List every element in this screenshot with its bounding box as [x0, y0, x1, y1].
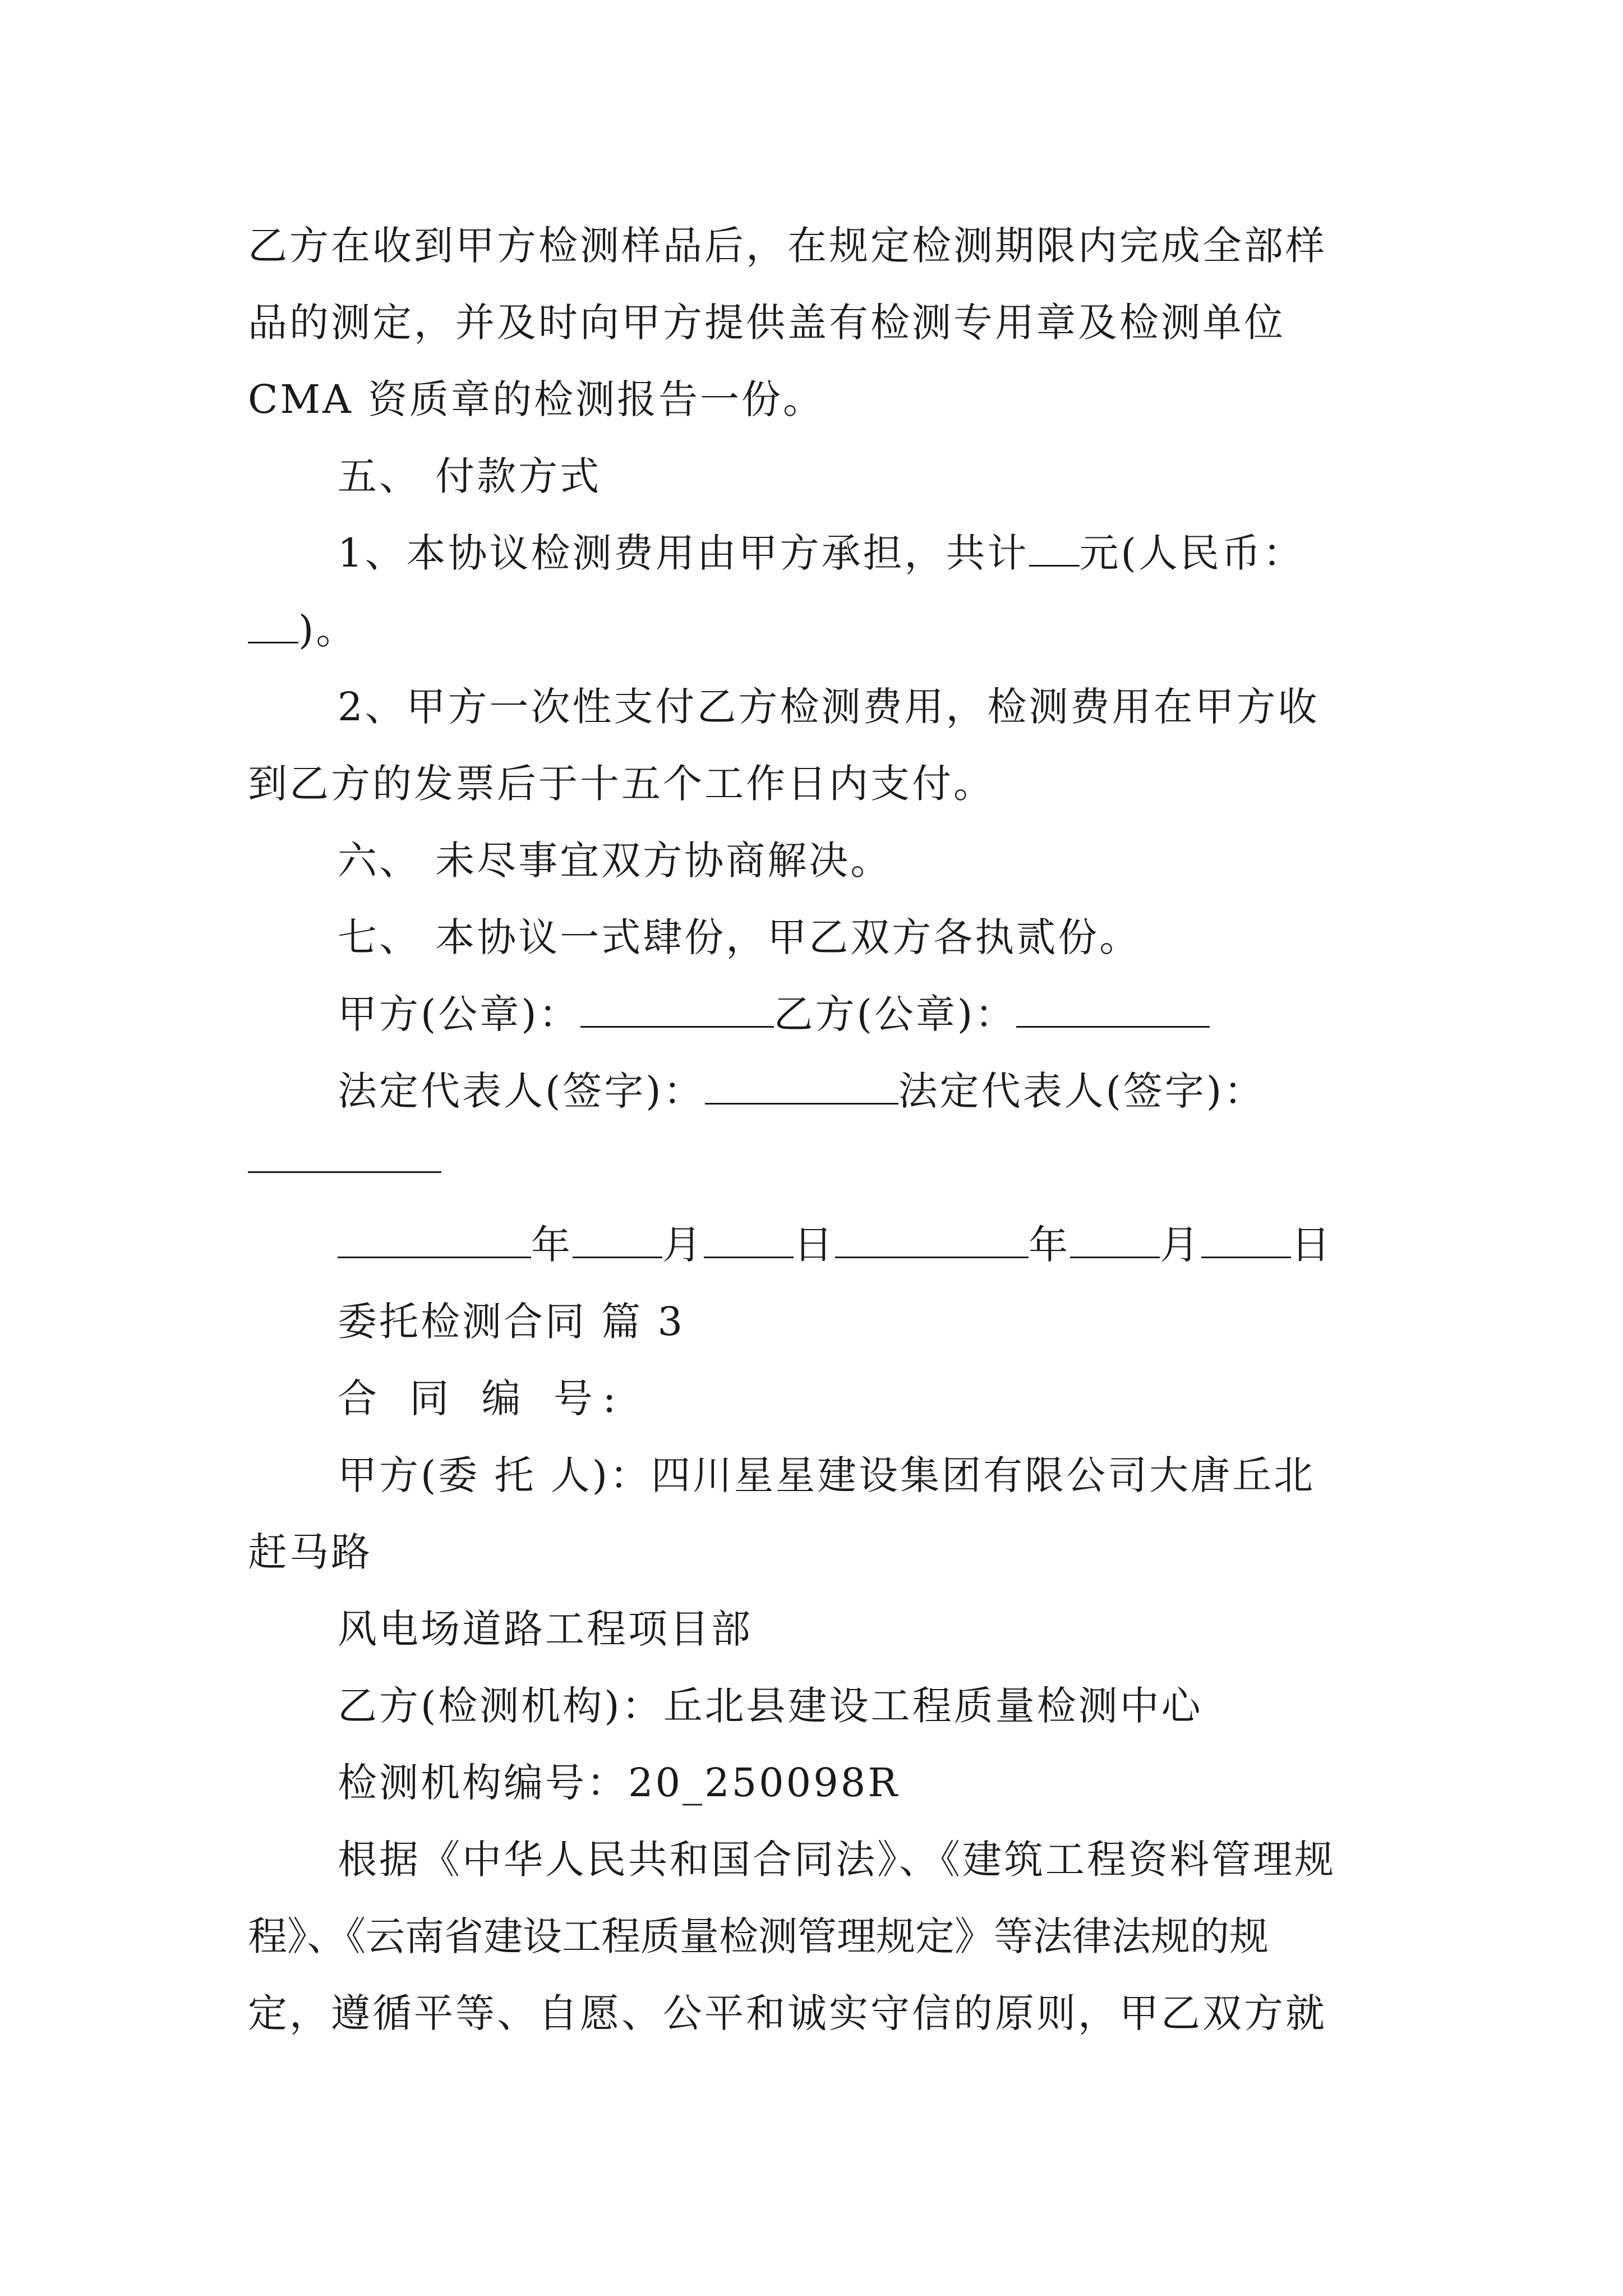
paragraph-line: CMA 资质章的检测报告一份。 [248, 376, 825, 422]
document-page [248, 208, 1386, 2052]
rmb-amount-blank [248, 597, 298, 643]
month-label: 月 [662, 1222, 704, 1268]
party-a-rep-label: 法定代表人(签字)： [338, 1068, 705, 1114]
party-b-rep-blank [248, 1171, 441, 1173]
party-a-line-cont: 赶马路 [248, 1529, 372, 1575]
clause-text: )。 [298, 607, 358, 653]
paragraph-line: 程》、《云南省建设工程质量检测管理规定》等法律法规的规 [248, 1913, 1269, 1959]
party-a-line-cont: 风电场道路工程项目部 [338, 1606, 753, 1652]
paragraph-line: 2、甲方一次性支付乙方检测费用，检测费用在甲方收 [338, 684, 1320, 730]
signature-line [248, 1053, 1386, 1130]
party-b-rep-label: 法定代表人(签字)： [898, 1068, 1266, 1114]
contract-title: 委托检测合同 篇 3 [338, 1299, 685, 1345]
day-label: 日 [794, 1222, 835, 1268]
paragraph-line: 定，遵循平等、自愿、公平和诚实守信的原则，甲乙双方就 [248, 1990, 1327, 2036]
date-line [248, 1207, 1386, 1283]
party-a-seal-blank [580, 981, 774, 1028]
paragraph-line: 根据《中华人民共和国合同法》、《建筑工程资料管理规 [338, 1837, 1336, 1883]
payment-clause-1 [248, 515, 1386, 592]
institution-number-line: 检测机构编号：20_250098R [338, 1760, 900, 1806]
party-b-seal-label: 乙方(公章)： [773, 991, 1017, 1037]
section-heading: 七、 本协议一式肆份，甲乙双方各执贰份。 [338, 914, 1141, 960]
party-a-line: 甲方(委 托 人)：四川星星建设集团有限公司大唐丘北 [338, 1452, 1316, 1498]
contract-number-label: 合 同 编 号: [338, 1375, 626, 1421]
clause-text: 1、本协议检测费用由甲方承担，共计 [338, 530, 1029, 576]
day-blank-a [704, 1212, 794, 1258]
year-label: 年 [531, 1222, 573, 1268]
year-blank-a [338, 1212, 531, 1258]
month-blank-b [1070, 1212, 1160, 1258]
paragraph-line: 乙方在收到甲方检测样品后，在规定检测期限内完成全部样 [248, 223, 1327, 269]
amount-blank [1029, 520, 1080, 567]
paragraph-line: 到乙方的发票后于十五个工作日内支付。 [248, 761, 995, 807]
year-label: 年 [1029, 1222, 1070, 1268]
party-a-rep-blank [705, 1058, 898, 1105]
day-blank-b [1201, 1212, 1291, 1258]
year-blank-b [835, 1212, 1029, 1258]
month-blank-a [573, 1212, 662, 1258]
party-b-line: 乙方(检测机构)：丘北县建设工程质量检测中心 [338, 1683, 1203, 1729]
section-heading: 五、 付款方式 [338, 453, 602, 499]
month-label: 月 [1160, 1222, 1201, 1268]
seal-line [248, 976, 1386, 1053]
party-a-seal-label: 甲方(公章)： [338, 991, 580, 1037]
signature-line-cont [248, 1130, 1386, 1207]
paragraph-line: 品的测定，并及时向甲方提供盖有检测专用章及检测单位 [248, 300, 1285, 346]
payment-clause-1-cont [248, 592, 1386, 669]
party-b-seal-blank [1016, 981, 1210, 1028]
day-label: 日 [1291, 1222, 1332, 1268]
section-heading: 六、 未尽事宜双方协商解决。 [338, 838, 892, 884]
clause-text: 元(人民币： [1079, 530, 1304, 576]
